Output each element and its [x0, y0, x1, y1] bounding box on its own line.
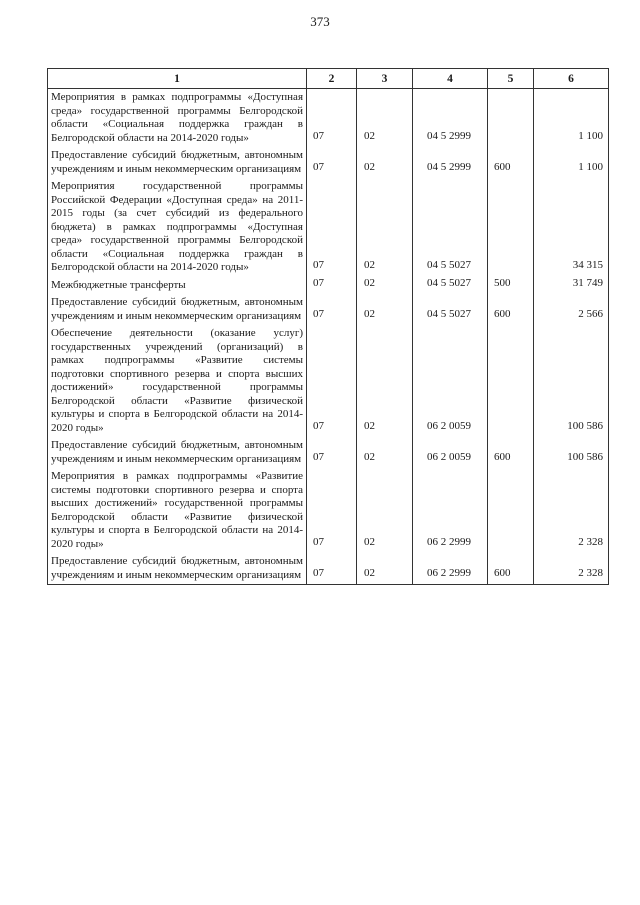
- page-number: 373: [310, 14, 330, 29]
- table-row: [48, 294, 609, 325]
- row-expense-type: 600: [488, 553, 534, 585]
- row-subsection: 02: [357, 294, 413, 325]
- row-expense-type: 600: [488, 294, 534, 325]
- row-expense-type: 600: [488, 147, 534, 178]
- row-amount: 34 315: [534, 178, 609, 277]
- row-target: 06 2 2999: [413, 468, 488, 553]
- row-amount: 100 586: [534, 325, 609, 437]
- row-section: 07: [307, 277, 357, 295]
- row-description: Мероприятия в рамках подпрограммы «Развитие системы подготовки спортивного резерва и спорта высших достижений» государственной программы Белгородской области «Развитие физической культуры и спорта в Белгородской области на 2014-2020 годы»: [48, 468, 307, 553]
- row-subsection: 02: [357, 147, 413, 178]
- row-target: 06 2 2999: [413, 553, 488, 585]
- row-expense-type: 500: [488, 277, 534, 295]
- table-row: [48, 553, 609, 585]
- row-expense-type: [488, 325, 534, 437]
- row-target: 06 2 0059: [413, 437, 488, 468]
- row-amount: 2 328: [534, 553, 609, 585]
- row-description: Предоставление субсидий бюджетным, автономным учреждениям и иным некоммерческим организациям: [48, 294, 307, 325]
- row-amount: 2 328: [534, 468, 609, 553]
- row-expense-type: [488, 178, 534, 277]
- row-amount: 31 749: [534, 277, 609, 295]
- table-row: [48, 468, 609, 553]
- row-target: 04 5 2999: [413, 147, 488, 178]
- row-description: Обеспечение деятельности (оказание услуг) государственных учреждений (организаций) в рамках подпрограммы «Развитие системы подготовки спортивного резерва и спорта высших достижений» государственной программы Белгородской области «Развитие физической культуры и спорта в Белгородской области на 2014-2020 годы»: [48, 325, 307, 437]
- row-expense-type: [488, 468, 534, 553]
- table-row: [48, 277, 609, 295]
- row-amount: 1 100: [534, 89, 609, 148]
- row-section: 07: [307, 468, 357, 553]
- header-col-4: 4: [413, 69, 488, 89]
- row-subsection: 02: [357, 178, 413, 277]
- row-description: Предоставление субсидий бюджетным, автономным учреждениям и иным некоммерческим организациям: [48, 553, 307, 585]
- table-row: [48, 325, 609, 437]
- table-row: [48, 437, 609, 468]
- header-col-6: 6: [534, 69, 609, 89]
- table-row: [48, 147, 609, 178]
- header-col-2: 2: [307, 69, 357, 89]
- row-subsection: 02: [357, 277, 413, 295]
- row-target: 04 5 2999: [413, 89, 488, 148]
- row-section: 07: [307, 325, 357, 437]
- row-section: 07: [307, 178, 357, 277]
- header-col-5: 5: [488, 69, 534, 89]
- row-amount: 2 566: [534, 294, 609, 325]
- row-section: 07: [307, 294, 357, 325]
- row-description: Мероприятия государственной программы Российской Федерации «Доступная среда» на 2011-2015 годы (за счет субсидий из федерального бюджета) в рамках подпрограммы «Доступная среда» государственной программы Белгородской области «Социальная поддержка граждан в Белгородской области на 2014-2020 годы»: [48, 178, 307, 277]
- row-subsection: 02: [357, 553, 413, 585]
- row-description: Межбюджетные трансферты: [48, 277, 307, 295]
- header-col-1: 1: [48, 69, 307, 89]
- budget-table: [47, 68, 609, 585]
- row-target: 04 5 5027: [413, 178, 488, 277]
- row-section: 07: [307, 553, 357, 585]
- row-amount: 100 586: [534, 437, 609, 468]
- row-section: 07: [307, 89, 357, 148]
- row-description: Предоставление субсидий бюджетным, автономным учреждениям и иным некоммерческим организациям: [48, 147, 307, 178]
- row-description: Предоставление субсидий бюджетным, автономным учреждениям и иным некоммерческим организациям: [48, 437, 307, 468]
- row-subsection: 02: [357, 468, 413, 553]
- row-expense-type: [488, 89, 534, 148]
- row-expense-type: 600: [488, 437, 534, 468]
- header-col-3: 3: [357, 69, 413, 89]
- row-subsection: 02: [357, 325, 413, 437]
- row-section: 07: [307, 147, 357, 178]
- row-subsection: 02: [357, 437, 413, 468]
- table-header-row: [48, 69, 609, 89]
- table-row: [48, 178, 609, 277]
- row-section: 07: [307, 437, 357, 468]
- row-subsection: 02: [357, 89, 413, 148]
- row-amount: 1 100: [534, 147, 609, 178]
- row-target: 04 5 5027: [413, 294, 488, 325]
- row-description: Мероприятия в рамках подпрограммы «Доступная среда» государственной программы Белгородской области «Социальная поддержка граждан в Белгородской области на 2014-2020 годы»: [48, 89, 307, 148]
- table-row: [48, 89, 609, 148]
- row-target: 04 5 5027: [413, 277, 488, 295]
- row-target: 06 2 0059: [413, 325, 488, 437]
